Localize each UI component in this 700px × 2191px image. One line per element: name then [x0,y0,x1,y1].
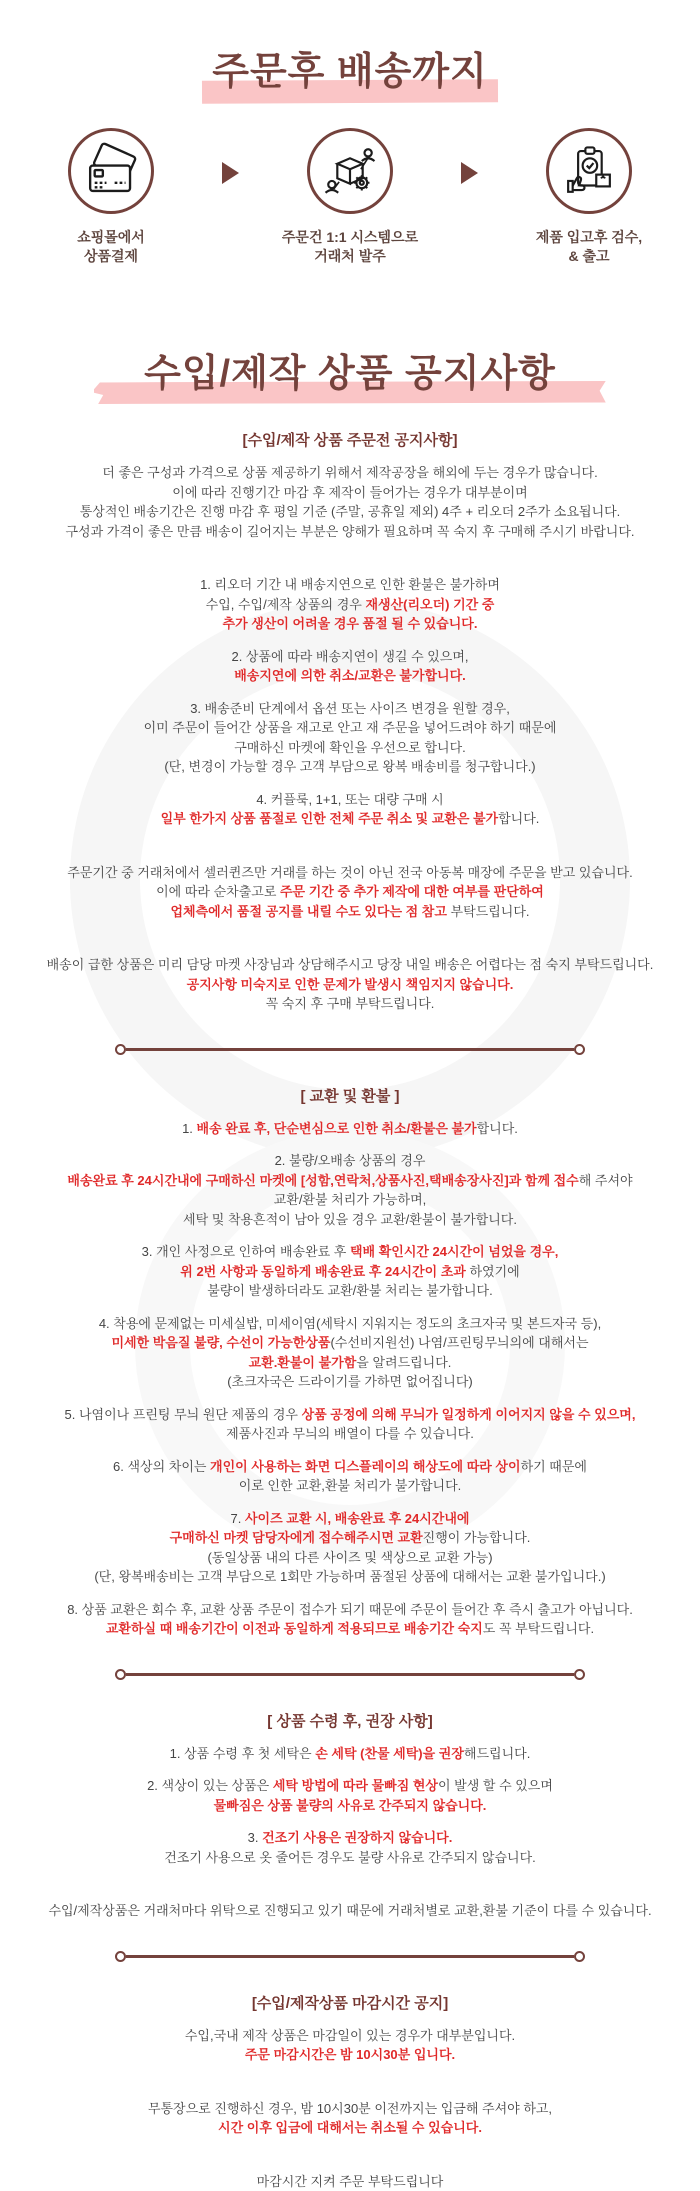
alert-text: 사이즈 교환 시, 배송완료 후 24시간내에 [244,1510,470,1526]
alert-text: 시간 이후 입금에 대해서는 취소될 수 있습니다. [218,2120,482,2136]
body-text: 이에 따라 순차출고로 [156,884,280,900]
body-text: 진행이 가능합니다. [422,1530,531,1546]
body-text: (초크자국은 드라이기를 가하면 없어집니다) [227,1374,473,1390]
body-text: 1. 상품 수령 후 첫 세탁은 [169,1745,316,1761]
arrow-right-icon [222,162,239,184]
notice-paragraph [10,1744,690,1764]
section-header: [수입/제작상품 마감시간 공지] [251,1994,449,2012]
notice-paragraph [10,1828,690,1867]
notice-paragraph [10,955,690,1014]
body-text: (수선비지원선) 나염/프린팅무늬의에 대해서는 [330,1335,589,1351]
notice-paragraph [10,1151,690,1229]
section-header: [ 교환 및 환불 ] [300,1087,400,1105]
body-text: 수입, 수입/제작 상품의 경우 [205,596,366,612]
step-inspection [504,128,674,266]
notice-paragraph [10,790,690,829]
page-title [212,52,488,94]
body-text: 이미 주문이 들어간 상품을 재고로 안고 재 주문을 넣어드려야 하기 때문에 [143,720,557,736]
body-text: 4. 커플룩, 1+1, 또는 대량 구매 시 [256,791,444,807]
divider-dot [115,1951,126,1962]
step-label: 주문건 1:1 시스템으로 거래처 발주 [281,228,419,264]
alert-text: 구매하신 마켓 담당자에게 접수해주시면 교환 [169,1530,423,1546]
step-circle [68,128,154,214]
step-circle [546,128,632,214]
divider-dot [574,1669,585,1680]
alert-text: 공지사항 미숙지로 인한 문제가 발생시 책임지지 않습니다. [186,976,514,992]
body-text: 3. [247,1830,263,1846]
body-text: 꼭 숙지 후 구매 부탁드립니다. [265,996,435,1012]
notice-sections [10,429,690,2191]
body-text: 을 알려드립니다. [356,1354,452,1370]
body-text: 합니다. [476,1120,518,1136]
body-text: 3. 개인 사정으로 인하여 배송완료 후 [141,1244,350,1260]
divider-dot [115,1669,126,1680]
notice-paragraph [10,2172,690,2191]
arrow-right-icon [461,162,478,184]
alert-text: 상품 공정에 의해 무늬가 일정하게 이어지지 않을 수 있으며, [301,1406,636,1422]
alert-text: 추가 생산이 어려울 경우 품절 될 수 있습니다. [222,616,478,632]
alert-text: 일부 한가지 상품 품절로 인한 전체 주문 취소 및 교환은 불가 [160,811,499,827]
notice-paragraph [10,1509,690,1587]
alert-text: 재생산(리오더) 기간 중 [365,596,495,612]
credit-card-icon [82,142,140,200]
body-text: 제품사진과 무늬의 배열이 다를 수 있습니다. [226,1426,474,1442]
body-text: 2. 상품에 따라 배송지연이 생길 수 있으며, [231,648,469,664]
alert-text: 개인이 사용하는 화면 디스플레이의 해상도에 따라 상이 [210,1458,521,1474]
step-circle [307,128,393,214]
body-text: 구매하신 마켓에 확인을 우선으로 합니다. [234,739,466,755]
body-text: 통상적인 배송기간은 진행 마감 후 평일 기준 (주말, 공휴일 제외) 4주 + 리오더 2주가 소요됩니다. [79,504,621,520]
body-text: 해 주셔야 [578,1172,633,1188]
alert-text: 배송완료 후 24시간내에 구매하신 마켓에 [성함,연락처,상품사진,택배송장사진]과 함께 접수 [67,1172,579,1188]
notice-paragraph [10,699,690,777]
step-label: 쇼핑몰에서 상품결제 [77,228,145,264]
alert-text: 미세한 박음질 불량, 수선이 가능한상품 [111,1335,331,1351]
notice-paragraph [10,1901,690,1921]
body-text: 6. 색상의 차이는 [113,1458,211,1474]
alert-text: 업체측에서 품절 공지를 내릴 수도 있다는 점 참고 [170,903,447,919]
notice-paragraph [10,1776,690,1815]
body-text: 하였기에 [465,1263,520,1279]
body-text: 주문기간 중 거래처에서 셀러퀸즈만 거래를 하는 것이 아닌 전국 아동복 매장에 주문을 받고 있습니다. [67,864,633,880]
notice-paragraph [10,1242,690,1301]
alert-text: 배송지연에 의한 취소/교환은 불가합니다. [234,668,466,684]
body-text: 이 발생 할 수 있으며 [438,1778,553,1794]
body-text: 3. 배송준비 단계에서 옵션 또는 사이즈 변경을 원할 경우, [190,700,510,716]
body-text: 1. [182,1120,197,1136]
body-text: 더 좋은 구성과 가격으로 상품 제공하기 위해서 제작공장을 해외에 두는 경우가 많습니다. [102,465,598,481]
section-divider [115,1044,585,1055]
divider-line [126,1955,574,1958]
alert-text: 위 2번 사항과 동일하게 배송완료 후 24시간이 초과 [180,1263,466,1279]
alert-text: 배송 완료 후, 단순변심으로 인한 취소/환불은 불가 [196,1120,477,1136]
body-text: 이에 따라 진행기간 마감 후 제작이 들어가는 경우가 대부분이며 [172,484,528,500]
notice-paragraph [10,1119,690,1139]
notice-paragraph [10,863,690,922]
notice-paragraph [10,2026,690,2065]
order-process-steps [0,128,700,266]
divider-dot [574,1044,585,1055]
body-text: 교환/환불 처리가 가능하며, [273,1192,427,1208]
divider-line [126,1048,574,1051]
body-text: 무통장으로 진행하신 경우, 밤 10시30분 이전까지는 입금해 주셔야 하고, [147,2100,553,2116]
section-header: [수입/제작 상품 주문전 공지사항] [242,432,458,450]
alert-text: 손 세탁 (찬물 세탁)을 권장 [315,1745,464,1761]
body-text: 세탁 및 착용흔적이 남아 있을 경우 교환/환불이 불가합니다. [183,1211,517,1227]
notice-paragraph [10,463,690,541]
body-text: 도 꼭 부탁드립니다. [482,1621,595,1637]
body-text: 8. 상품 교환은 회수 후, 교환 상품 주문이 접수가 되기 때문에 주문이 들어간 후 즉시 출고가 아닙니다. [67,1601,633,1617]
notice-paragraph [10,1405,690,1444]
notice-title-text: 수입/제작 상품 공지사항 [144,352,556,395]
body-text: 하기 때문에 [520,1458,587,1474]
section-header: [ 상품 수령 후, 권장 사항] [267,1712,433,1730]
alert-text: 주문 마감시간은 밤 10시30분 입니다. [244,2047,456,2063]
body-text: 2. 색상이 있는 상품은 [147,1778,273,1794]
body-text: 4. 착용에 문제없는 미세실밥, 미세이염(세탁시 지워지는 정도의 초크자국 및 본드자국 등), [98,1315,602,1331]
page-title-text: 주문후 배송까지 [212,51,488,93]
body-text: 5. 나염이나 프린팅 무늬 원단 제품의 경우 [64,1406,302,1422]
notice-paragraph [10,1600,690,1639]
step-order-system [265,128,435,266]
body-text: 배송이 급한 상품은 미리 담당 마켓 사장님과 상담해주시고 당장 내일 배송은 어렵다는 점 숙지 부탁드립니다. [46,957,654,973]
notice-paragraph [10,647,690,686]
divider-dot [574,1951,585,1962]
inspection-shipping-icon [560,142,618,200]
alert-text: 물빠짐은 상품 불량의 사유로 간주되지 않습니다. [213,1797,487,1813]
divider-line [126,1673,574,1676]
alert-text: 주문 기간 중 추가 제작에 대한 여부를 판단하여 [279,884,544,900]
body-text: 7. [230,1510,245,1526]
body-text: (단, 변경이 가능할 경우 고객 부담으로 왕복 배송비를 청구합니다.) [164,759,536,775]
notice-paragraph [10,575,690,634]
alert-text: 교환하실 때 배송기간이 이전과 동일하게 적용되므로 배송기간 숙지 [105,1621,483,1637]
body-text: 이로 인한 교환,환불 처리가 불가합니다. [238,1478,462,1494]
body-text: 1. 리오더 기간 내 배송지연으로 인한 환불은 불가하며 [200,577,500,593]
body-text: 부탁드립니다. [446,903,530,919]
body-text: 마감시간 지켜 주문 부탁드립니다 [256,2173,444,2189]
body-text: 수입,국내 제작 상품은 마감일이 있는 경우가 대부분입니다. [184,2027,516,2043]
step-label: 제품 입고후 검수, & 출고 [535,228,643,264]
body-text: (단, 왕복배송비는 고객 부담으로 1회만 가능하며 품절된 상품에 대해서는 교환 불가입니다.) [94,1569,606,1585]
order-system-icon [321,142,379,200]
body-text: 2. 불량/오배송 상품의 경우 [274,1153,426,1169]
body-text: 구성과 가격이 좋은 만큼 배송이 길어지는 부분은 양해가 필요하며 꼭 숙지 후 구매해 주시기 바랍니다. [65,523,635,539]
notice-paragraph [10,2099,690,2138]
notice-paragraph [10,1457,690,1496]
body-text: 건조기 사용으로 옷 줄어든 경우도 불량 사유로 간주되지 않습니다. [164,1849,536,1865]
notice-paragraph [10,1314,690,1392]
alert-text: 건조기 사용은 권장하지 않습니다. [262,1830,453,1846]
notice-title [144,354,556,396]
body-text: (동일상품 내의 다른 사이즈 및 색상으로 교환 가능) [207,1549,493,1565]
section-divider [115,1669,585,1680]
divider-dot [115,1044,126,1055]
alert-text: 교환.환불이 불가함 [248,1354,357,1370]
body-text: 합니다. [498,811,540,827]
body-text: 해드립니다. [463,1745,531,1761]
section-divider [115,1951,585,1962]
body-text: 불량이 발생하더라도 교환/환불 처리는 불가합니다. [207,1283,493,1299]
step-payment [26,128,196,266]
body-text: 수입/제작상품은 거래처마다 위탁으로 진행되고 있기 때문에 거래처별로 교환,환불 기준이 다를 수 있습니다. [48,1903,652,1919]
alert-text: 세탁 방법에 따라 물빠짐 현상 [272,1778,438,1794]
alert-text: 택배 확인시간 24시간이 넘었을 경우, [349,1244,559,1260]
